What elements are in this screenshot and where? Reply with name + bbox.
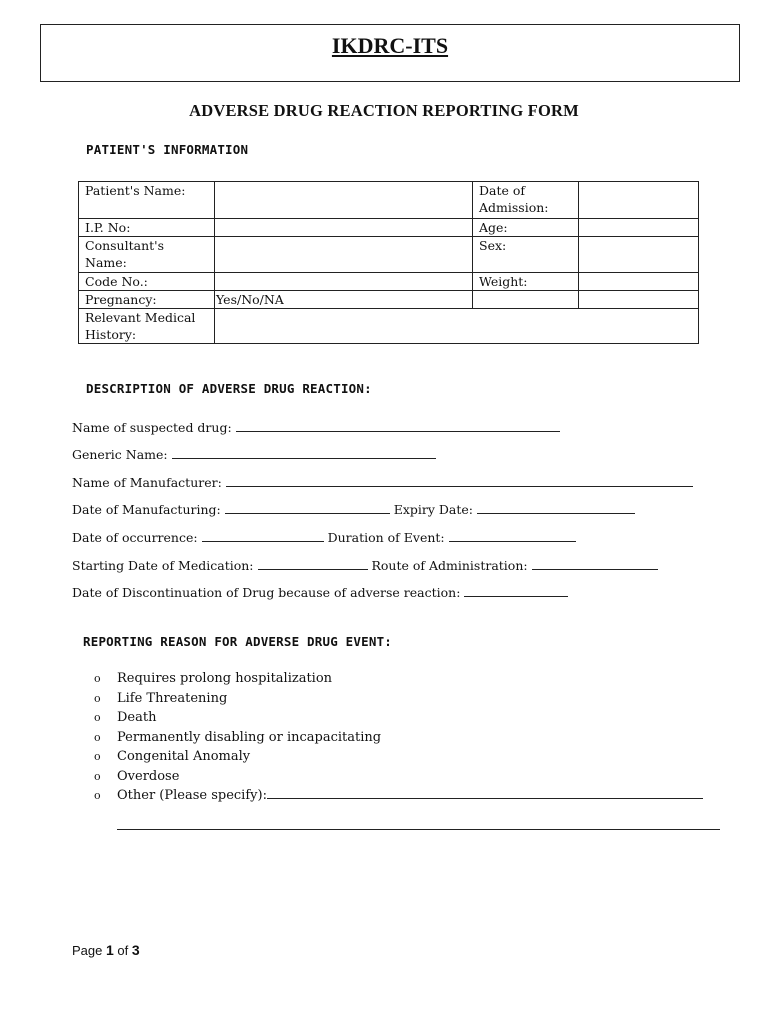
expiry-date-blank[interactable] [477,501,635,514]
description-heading: DESCRIPTION OF ADVERSE DRUG REACTION: [86,381,372,396]
of-word: of [117,943,129,958]
sex-label: Sex: [473,237,579,273]
other-specify-blank[interactable] [267,786,703,799]
table-row [79,291,699,309]
expiry-date-label: Expiry Date: [393,502,474,517]
manufacturer-blank[interactable] [226,474,693,487]
suspected-drug-blank[interactable] [236,419,560,432]
consultant-name-label: Consultant's Name: [79,237,215,273]
bullet-icon: o [94,769,101,783]
weight-field[interactable] [579,273,699,291]
table-row [79,219,699,237]
table-row [79,237,699,273]
bullet-icon: o [94,789,101,802]
manufacturer-label: Name of Manufacturer: [72,475,222,490]
occurrence-date-label: Date of occurrence: [72,530,198,545]
weight-label: Weight: [473,273,579,291]
sex-field[interactable] [579,237,699,273]
discontinuation-line [72,584,568,600]
manufacturing-expiry-line [72,501,635,517]
code-no-label: Code No.: [79,273,215,291]
admission-date-field[interactable] [579,182,699,219]
reasons-list [94,669,703,806]
bullet-icon: o [94,711,101,724]
page-word: Page [72,943,103,958]
page-total: 3 [131,942,140,958]
bullet-icon: o [94,691,101,705]
route-label: Route of Administration: [371,558,528,573]
starting-route-line [72,557,658,573]
list-item[interactable] [94,669,703,689]
patient-info-table [78,181,699,344]
empty-label-cell [473,291,579,309]
page-current: 1 [106,942,114,958]
page-footer [72,942,140,958]
bullet-icon: o [94,750,101,763]
medical-history-field[interactable] [215,309,699,344]
pregnancy-field[interactable]: Yes/No/NA [215,291,473,309]
ip-no-label: I.P. No: [79,219,215,237]
duration-label: Duration of Event: [327,530,445,545]
list-item[interactable] [94,767,703,787]
reporting-heading: REPORTING REASON FOR ADVERSE DRUG EVENT: [83,634,393,649]
reason-label: Congenital Anomaly [117,749,251,764]
bullet-icon: o [94,672,101,685]
patient-name-field[interactable] [215,182,473,219]
patient-name-label: Patient's Name: [79,182,215,219]
admission-date-label: Date of Admission: [473,182,579,219]
duration-blank[interactable] [449,529,576,542]
bullet-icon: o [94,730,101,744]
reason-label: Requires prolong hospitalization [117,671,333,686]
manufacturer-line [72,474,693,490]
starting-date-blank[interactable] [258,557,368,570]
code-no-field[interactable] [215,273,473,291]
consultant-name-field[interactable] [215,237,473,273]
reason-label: Life Threatening [117,690,228,706]
empty-value-cell[interactable] [579,291,699,309]
table-row [79,309,699,344]
list-item[interactable] [94,689,703,709]
generic-name-line [72,446,436,462]
age-label: Age: [473,219,579,237]
reason-label: Other (Please specify): [117,788,267,803]
list-item[interactable] [94,708,703,728]
occurrence-date-blank[interactable] [202,529,324,542]
list-item[interactable] [94,747,703,767]
route-blank[interactable] [532,557,658,570]
list-item[interactable] [94,786,703,806]
reason-label: Death [117,710,157,725]
suspected-drug-line [72,419,560,435]
suspected-drug-label: Name of suspected drug: [72,420,232,435]
table-row [79,273,699,291]
header-box [40,24,740,82]
age-field[interactable] [579,219,699,237]
patient-info-heading: PATIENT'S INFORMATION [86,142,249,157]
header-title: IKDRC-ITS [331,33,449,58]
table-row [79,182,699,219]
occurrence-duration-line [72,529,576,545]
generic-name-blank[interactable] [172,446,436,459]
form-title: ADVERSE DRUG REACTION REPORTING FORM [189,101,579,120]
manufacturing-date-blank[interactable] [225,501,390,514]
other-specify-extra-line[interactable] [117,829,720,830]
ip-no-field[interactable] [215,219,473,237]
manufacturing-date-label: Date of Manufacturing: [72,502,221,517]
reason-label: Permanently disabling or incapacitating [117,729,382,745]
medical-history-label: Relevant Medical History: [79,309,215,344]
discontinuation-blank[interactable] [464,584,568,597]
list-item[interactable] [94,728,703,748]
pregnancy-label: Pregnancy: [79,291,215,309]
discontinuation-label: Date of Discontinuation of Drug because of adverse reaction: [72,585,461,600]
generic-name-label: Generic Name: [72,447,168,462]
starting-date-label: Starting Date of Medication: [72,558,254,573]
reason-label: Overdose [117,768,180,784]
